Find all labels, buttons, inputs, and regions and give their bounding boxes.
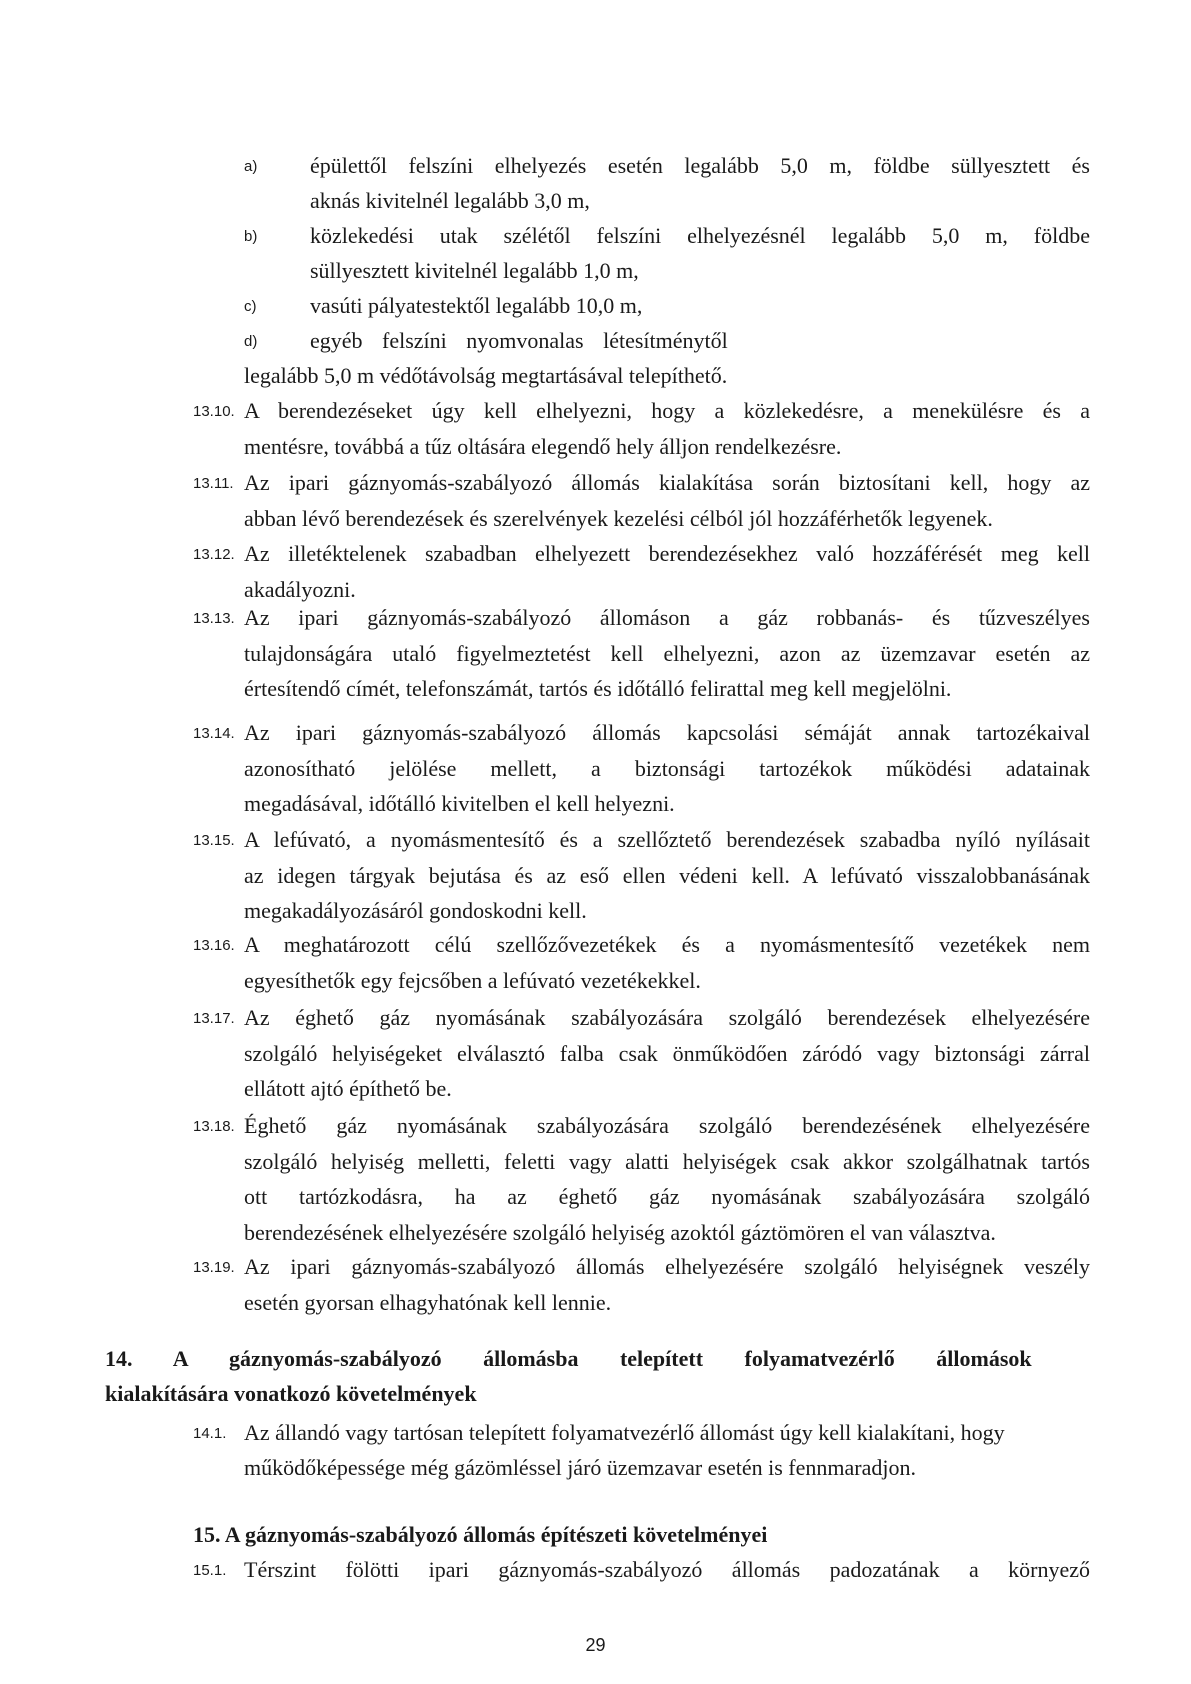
- item-15-1-line1: Térszint fölötti ipari gáznyomás-szabályozó állomás padozatának a környező: [244, 1557, 1090, 1582]
- item-number-13-13: 13.13.: [193, 610, 235, 627]
- page-number: 29: [585, 1635, 606, 1655]
- paragraph-line: azonosítható jelölése mellett, a biztonsági tartozékok működési adatainak: [244, 756, 1090, 781]
- paragraph-line: megadásával, időtálló kivitelben el kell helyezni.: [244, 791, 675, 816]
- list-label-c: c): [244, 298, 257, 315]
- closing-line: legalább 5,0 m védőtávolság megtartásával telepíthető.: [244, 363, 728, 388]
- item-number-13-12: 13.12.: [193, 546, 235, 563]
- paragraph-line: berendezésének elhelyezésére szolgáló helyiség azoktól gáztömören el van választva.: [244, 1220, 996, 1245]
- paragraph-line: Az ipari gáznyomás-szabályozó állomás kapcsolási sémáját annak tartozékaival: [244, 720, 1090, 745]
- paragraph-line: értesítendő címét, telefonszámát, tartós és időtálló felirattal meg kell megjelölni.: [244, 676, 952, 701]
- paragraph-line: abban lévő berendezések és szerelvények kezelési célból jól hozzáférhetők legyenek.: [244, 506, 993, 531]
- paragraph-line: mentésre, továbbá a tűz oltására elegendő hely álljon rendelkezésre.: [244, 434, 842, 459]
- paragraph-line: Az ipari gáznyomás-szabályozó állomás kialakítása során biztosítani kell, hogy az: [244, 470, 1090, 495]
- item-number-13-17: 13.17.: [193, 1010, 235, 1027]
- item-number-13-14: 13.14.: [193, 725, 235, 742]
- item-number-13-11: 13.11.: [193, 475, 234, 492]
- item-number-15-1: 15.1.: [193, 1562, 227, 1579]
- paragraph-line: egyesíthetők egy fejcsőben a lefúvató vezetékekkel.: [244, 968, 701, 993]
- list-item-a-line1: épülettől felszíni elhelyezés esetén legalább 5,0 m, földbe süllyesztett és: [310, 153, 1090, 178]
- paragraph-line: Az illetéktelenek szabadban elhelyezett berendezésekhez való hozzáférését meg kell: [244, 541, 1090, 566]
- item-number-14-1: 14.1.: [193, 1425, 227, 1442]
- list-label-a: a): [244, 158, 258, 175]
- list-label-b: b): [244, 228, 258, 245]
- paragraph-line: megakadályozásáról gondoskodni kell.: [244, 898, 587, 923]
- paragraph-line: esetén gyorsan elhagyhatónak kell lennie.: [244, 1290, 612, 1315]
- item-14-1-line1: Az állandó vagy tartósan telepített folyamatvezérlő állomást úgy kell kialakítani, hogy: [244, 1420, 1005, 1445]
- item-number-13-18: 13.18.: [193, 1118, 235, 1135]
- list-item-d-line1: egyéb felszíni nyomvonalas létesítménytől: [310, 328, 728, 353]
- list-item-c-line1: vasúti pályatestektől legalább 10,0 m,: [310, 293, 643, 318]
- item-number-13-16: 13.16.: [193, 937, 235, 954]
- paragraph-line: Éghető gáz nyomásának szabályozására szolgáló berendezésének elhelyezésére: [244, 1113, 1090, 1138]
- paragraph-line: szolgáló helyiségeket elválasztó falba csak önműködően záródó vagy biztonsági zárral: [244, 1041, 1090, 1066]
- item-number-13-10: 13.10.: [193, 403, 235, 420]
- section-14-heading-line2: kialakítására vonatkozó követelmények: [105, 1381, 477, 1406]
- item-number-13-15: 13.15.: [193, 832, 235, 849]
- paragraph-line: ellátott ajtó építhető be.: [244, 1076, 452, 1101]
- paragraph-line: tulajdonságára utaló figyelmeztetést kell elhelyezni, azon az üzemzavar esetén az: [244, 641, 1090, 666]
- paragraph-line: A lefúvató, a nyomásmentesítő és a szellőztető berendezések szabadba nyíló nyílásait: [244, 827, 1090, 852]
- item-14-1-line2: működőképessége még gázömléssel járó üzemzavar esetén is fennmaradjon.: [244, 1455, 916, 1480]
- paragraph-line: Az ipari gáznyomás-szabályozó állomás elhelyezésére szolgáló helyiségnek veszély: [244, 1254, 1090, 1279]
- paragraph-line: akadályozni.: [244, 577, 356, 602]
- paragraph-line: Az ipari gáznyomás-szabályozó állomáson a gáz robbanás- és tűzveszélyes: [244, 605, 1090, 630]
- list-label-d: d): [244, 333, 258, 350]
- list-item-b-line1: közlekedési utak szélétől felszíni elhelyezésnél legalább 5,0 m, földbe: [310, 223, 1090, 248]
- paragraph-line: szolgáló helyiség melletti, feletti vagy alatti helyiségek csak akkor szolgálhatnak tartós: [244, 1149, 1090, 1174]
- paragraph-line: A berendezéseket úgy kell elhelyezni, hogy a közlekedésre, a menekülésre és a: [244, 398, 1090, 423]
- paragraph-line: az idegen tárgyak bejutása és az eső ellen védeni kell. A lefúvató visszalobbanásának: [244, 863, 1090, 888]
- section-15-heading: 15. A gáznyomás-szabályozó állomás építészeti követelményei: [193, 1522, 768, 1547]
- paragraph-line: Az éghető gáz nyomásának szabályozására szolgáló berendezések elhelyezésére: [244, 1005, 1090, 1030]
- paragraph-line: ott tartózkodásra, ha az éghető gáz nyomásának szabályozására szolgáló: [244, 1184, 1090, 1209]
- list-item-b-line2: süllyesztett kivitelnél legalább 1,0 m,: [310, 258, 639, 283]
- list-item-a-line2: aknás kivitelnél legalább 3,0 m,: [310, 188, 590, 213]
- section-14-heading-line1: 14. A gáznyomás-szabályozó állomásba telepített folyamatvezérlő állomások: [105, 1346, 1032, 1371]
- paragraph-line: A meghatározott célú szellőzővezetékek és a nyomásmentesítő vezetékek nem: [244, 932, 1090, 957]
- item-number-13-19: 13.19.: [193, 1259, 235, 1276]
